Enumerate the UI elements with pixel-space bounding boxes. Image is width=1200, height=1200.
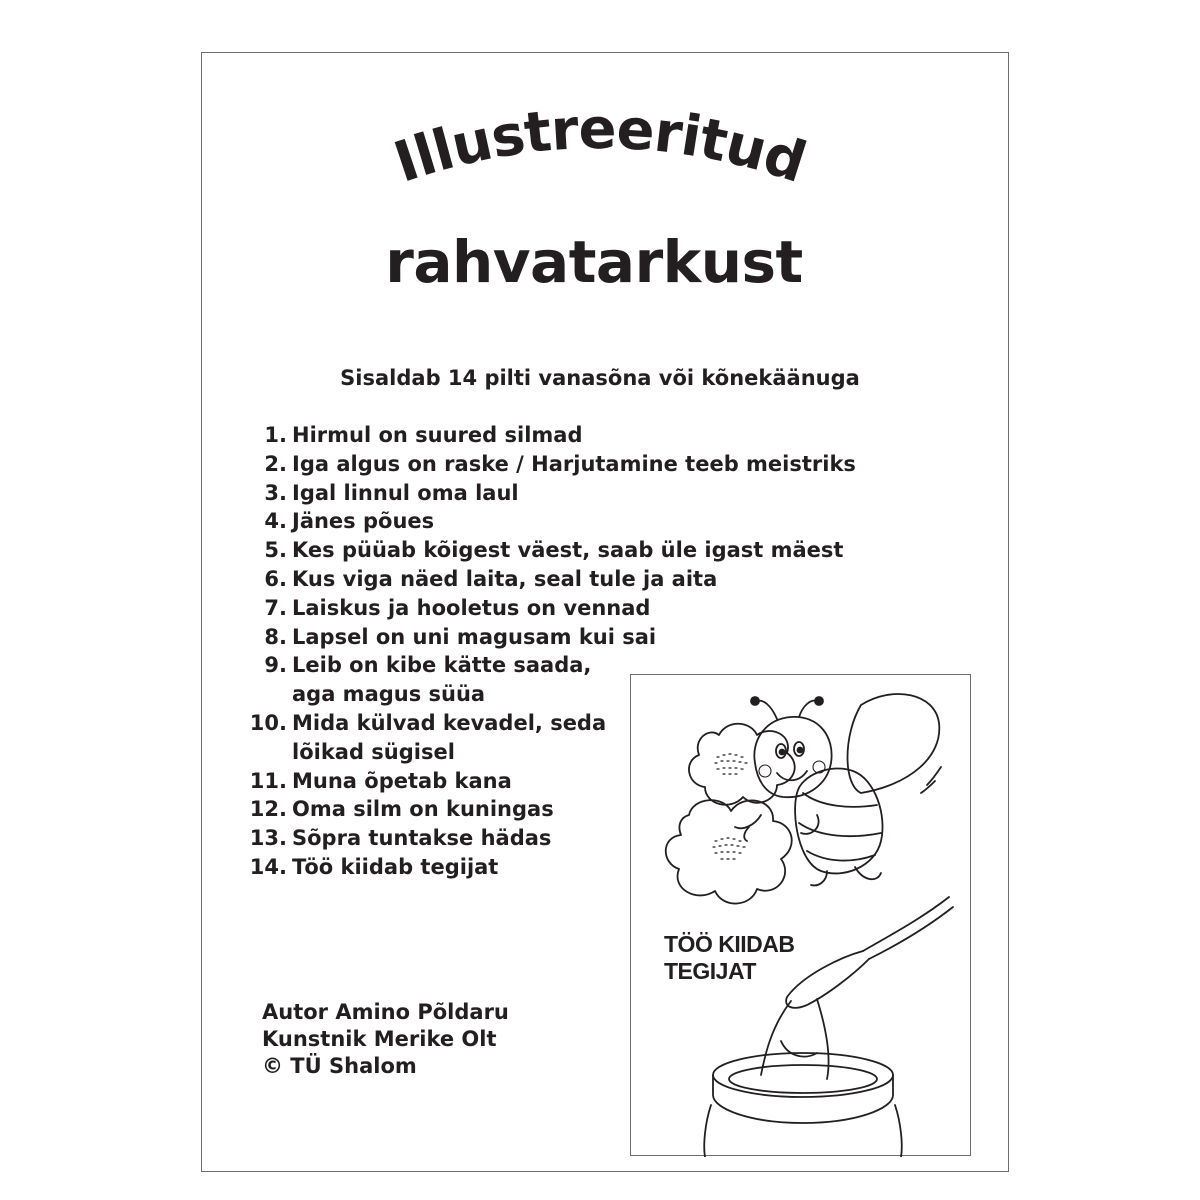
proverb-number: 8.: [264, 624, 287, 649]
title-line1: [370, 100, 830, 210]
title-line2: rahvatarkust: [385, 228, 803, 296]
proverb-text: Muna õpetab kana: [292, 768, 512, 793]
proverb-text: Oma silm on kuningas: [292, 797, 554, 822]
proverb-text: Laiskus ja hooletus on vennad: [292, 595, 651, 620]
title-line1-path: Illustreeritud: [386, 100, 813, 196]
proverb-number: 10.: [249, 710, 287, 735]
proverb-number: 7.: [264, 595, 287, 620]
title-line1-text: [387, 100, 813, 196]
proverb-item: [240, 623, 856, 652]
proverb-number: 12.: [249, 797, 287, 822]
subtitle: Sisaldab 14 pilti vanasõna või kõnekäänuga: [340, 366, 860, 390]
illustration-caption: [664, 931, 794, 985]
proverb-text: Igal linnul oma laul: [292, 480, 519, 505]
proverb-number: 11.: [249, 768, 287, 793]
proverb-item: [240, 450, 856, 479]
proverb-text: Lapsel on uni magusam kui sai: [292, 624, 657, 649]
proverb-item: [240, 565, 856, 594]
flower-lower: [666, 800, 792, 903]
proverb-text: Kus viga näed laita, seal tule ja aita: [292, 566, 718, 591]
proverb-number: 6.: [264, 566, 287, 591]
proverb-number: 14.: [249, 854, 287, 879]
proverb-text: lõikad sügisel: [292, 739, 455, 764]
credits: [262, 999, 509, 1080]
proverb-item: [240, 479, 856, 508]
proverb-number: 3.: [264, 480, 287, 505]
proverb-item: [240, 594, 856, 623]
proverb-text: Hirmul on suured silmad: [292, 423, 583, 447]
honey-jar: [704, 1053, 902, 1157]
proverb-text: Töö kiidab tegijat: [292, 854, 499, 879]
flower-upper: [689, 724, 795, 805]
proverb-item: [240, 421, 856, 450]
bee: [735, 694, 941, 885]
proverb-number: 1.: [264, 423, 287, 447]
honey-spoon: [761, 897, 953, 1079]
caption-line1: TÖÖ KIIDAB: [664, 931, 795, 957]
proverb-text: aga magus süüa: [292, 682, 486, 707]
proverb-item: [240, 507, 856, 536]
proverb-number: 5.: [264, 538, 287, 563]
artist-credit: Kunstnik Merike Olt: [262, 1027, 497, 1051]
bee-honey-illustration: [631, 675, 972, 1157]
proverb-number: 2.: [264, 451, 287, 476]
proverb-text: Jänes põues: [292, 509, 435, 534]
copyright-credit: © TÜ Shalom: [262, 1054, 417, 1078]
illustration-card: [630, 674, 971, 1156]
author-credit: Autor Amino Põldaru: [262, 1000, 509, 1024]
caption-line2: TEGIJAT: [664, 958, 756, 984]
proverb-text: Mida külvad kevadel, seda: [292, 710, 607, 735]
proverb-number: 4.: [264, 509, 287, 534]
proverb-number: 9.: [264, 653, 287, 678]
proverb-text: Leib on kibe kätte saada,: [292, 653, 592, 678]
proverb-text: Iga algus on raske / Harjutamine teeb meistriks: [292, 451, 856, 476]
proverb-text: Kes püüab kõigest väest, saab üle igast mäest: [292, 538, 844, 563]
proverb-number: 13.: [249, 826, 287, 851]
proverb-item: [240, 536, 856, 565]
proverb-text: Sõpra tuntakse hädas: [292, 826, 552, 851]
